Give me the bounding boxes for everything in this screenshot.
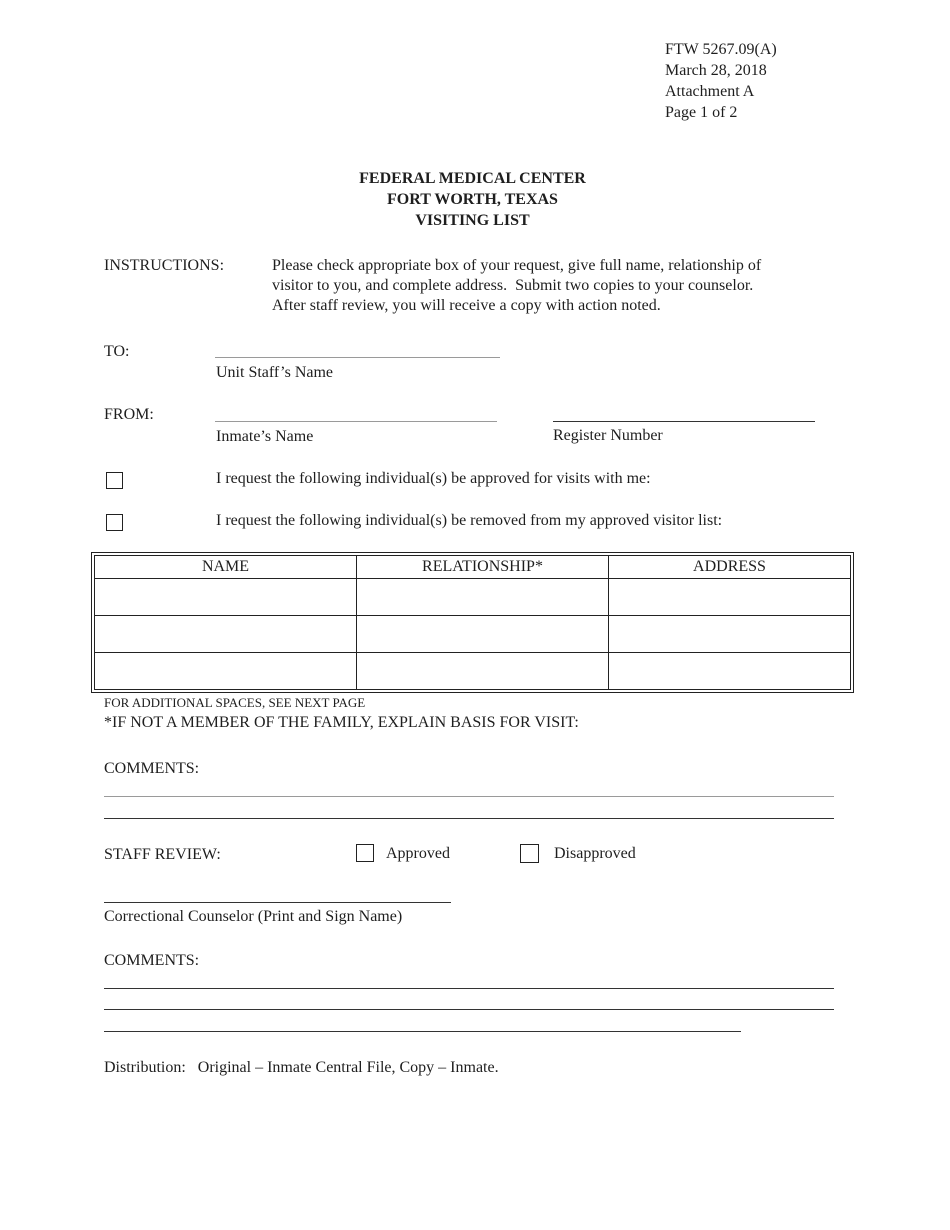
distribution-label: Distribution:	[104, 1059, 186, 1076]
unit-staff-name-field[interactable]	[215, 357, 500, 358]
comments-label: COMMENTS:	[104, 760, 200, 777]
remove-request-checkbox[interactable]	[106, 514, 123, 531]
table-row	[95, 579, 851, 616]
address-cell[interactable]	[609, 579, 851, 616]
staff-comments-line-3[interactable]	[104, 1031, 741, 1032]
table-header-row	[95, 556, 851, 579]
disapproved-checkbox[interactable]	[520, 844, 539, 863]
address-cell[interactable]	[609, 616, 851, 653]
distribution-text: Original – Inmate Central File, Copy – Inmate.	[197, 1059, 499, 1076]
staff-comments-label: COMMENTS:	[104, 952, 200, 969]
counselor-signature-field[interactable]	[104, 902, 451, 903]
unit-staff-name-caption: Unit Staff’s Name	[216, 364, 334, 381]
remove-request-text: I request the following individual(s) be removed from my approved visitor list:	[216, 512, 723, 529]
approved-checkbox[interactable]	[356, 844, 374, 862]
staff-comments-line-1[interactable]	[104, 988, 834, 989]
inmate-name-field[interactable]	[215, 421, 497, 422]
table-row	[95, 616, 851, 653]
name-cell[interactable]	[95, 616, 357, 653]
column-header-relationship: RELATIONSHIP*	[357, 556, 609, 579]
form-date: March 28, 2018	[665, 62, 767, 79]
staff-review-label: STAFF REVIEW:	[104, 846, 221, 863]
document-title	[0, 168, 945, 231]
relationship-cell[interactable]	[357, 653, 609, 690]
instructions-line-3: After staff review, you will receive a copy with action noted.	[272, 297, 661, 314]
distribution-note	[104, 1058, 499, 1078]
to-label: TO:	[104, 343, 130, 360]
visitor-table	[91, 552, 854, 693]
table-row	[95, 653, 851, 690]
additional-spaces-note: FOR ADDITIONAL SPACES, SEE NEXT PAGE	[104, 695, 366, 710]
instructions-line-1: Please check appropriate box of your request, give full name, relationship of	[272, 257, 762, 274]
comments-line-1[interactable]	[104, 796, 834, 797]
disapproved-label: Disapproved	[554, 845, 636, 862]
address-cell[interactable]	[609, 653, 851, 690]
column-header-address: ADDRESS	[609, 556, 851, 579]
from-label: FROM:	[104, 406, 154, 423]
approve-request-checkbox[interactable]	[106, 472, 123, 489]
register-number-caption: Register Number	[553, 427, 663, 444]
instructions-label: INSTRUCTIONS:	[104, 257, 225, 274]
approve-request-text: I request the following individual(s) be approved for visits with me:	[216, 470, 651, 487]
form-number: FTW 5267.09(A)	[665, 41, 777, 58]
staff-comments-line-2[interactable]	[104, 1009, 834, 1010]
relationship-cell[interactable]	[357, 579, 609, 616]
title-line-2: FORT WORTH, TEXAS	[387, 191, 558, 208]
title-line-3: VISITING LIST	[415, 212, 530, 229]
instructions-text	[272, 256, 872, 316]
counselor-caption: Correctional Counselor (Print and Sign Name)	[104, 908, 403, 925]
name-cell[interactable]	[95, 653, 357, 690]
comments-line-2[interactable]	[104, 818, 834, 819]
approved-label: Approved	[386, 845, 450, 862]
instructions-line-2: visitor to you, and complete address. Submit two copies to your counselor.	[272, 277, 754, 294]
column-header-name: NAME	[95, 556, 357, 579]
register-number-field[interactable]	[553, 421, 815, 422]
non-family-note: *IF NOT A MEMBER OF THE FAMILY, EXPLAIN BASIS FOR VISIT:	[104, 714, 579, 731]
relationship-cell[interactable]	[357, 616, 609, 653]
inmate-name-caption: Inmate’s Name	[216, 428, 314, 445]
name-cell[interactable]	[95, 579, 357, 616]
page-indicator: Page 1 of 2	[665, 104, 738, 121]
form-header-meta	[665, 39, 777, 123]
form-attachment: Attachment A	[665, 83, 755, 100]
title-line-1: FEDERAL MEDICAL CENTER	[359, 170, 586, 187]
